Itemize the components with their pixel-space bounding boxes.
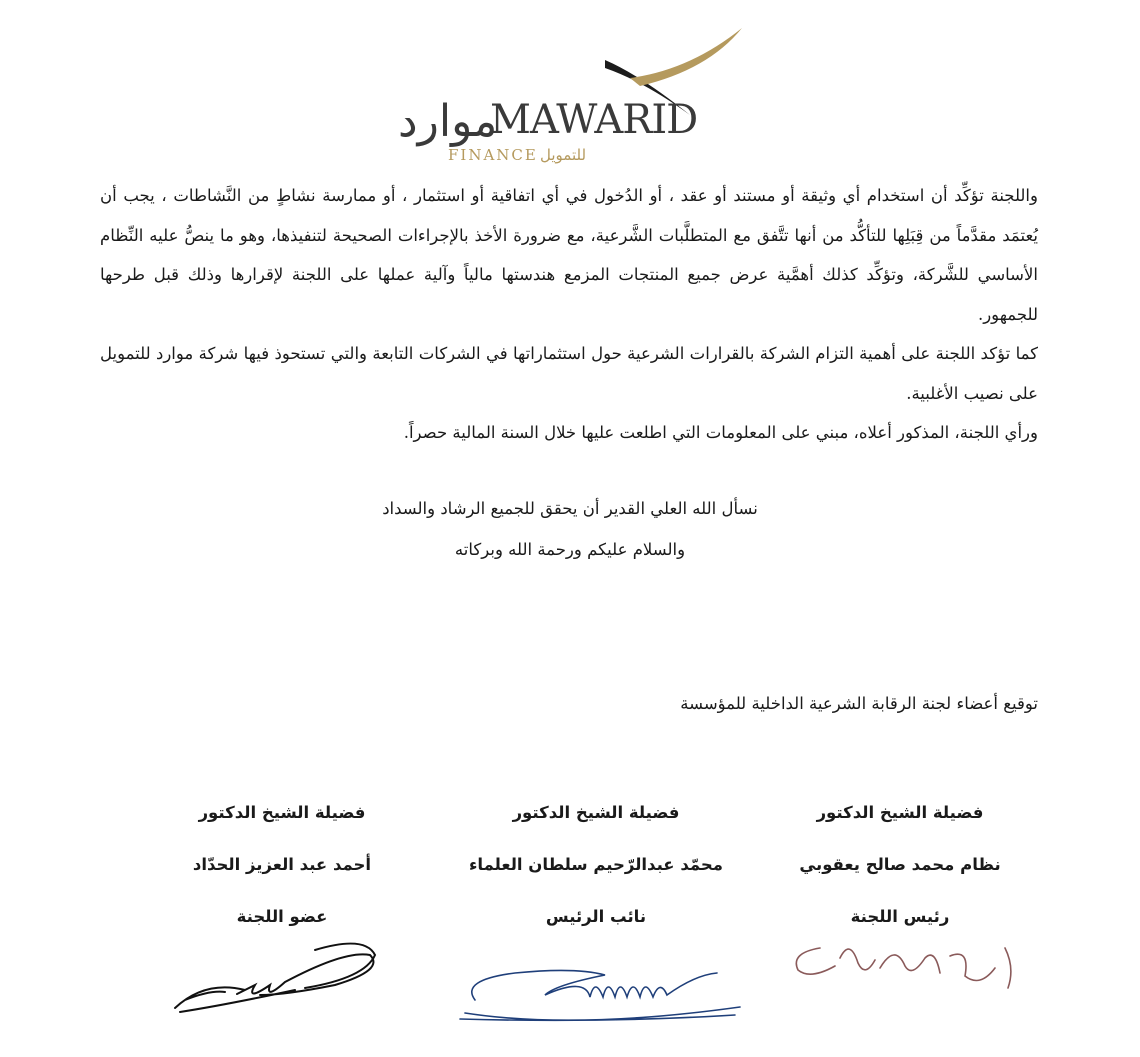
mawarid-logo-mark — [390, 20, 750, 170]
company-logo — [390, 20, 750, 170]
logo-arabic-text: موارد — [398, 96, 498, 147]
closing-prayer: نسأل الله العلي القدير أن يحقق للجميع الرشاد والسداد — [382, 499, 758, 518]
member-name: نظام محمد صالح يعقوبي — [799, 855, 1001, 874]
logo-swoosh-gold — [630, 28, 742, 86]
member-role: عضو اللجنة — [236, 907, 328, 926]
signature-chairman — [780, 928, 1030, 998]
member-honorific: فضيلة الشيخ الدكتور — [816, 803, 984, 822]
member-name: محمّد عبدالرّحيم سلطان العلماء — [468, 855, 724, 874]
closing-greeting: والسلام عليكم ورحمة الله وبركاته — [454, 540, 686, 559]
signature-vice-chairman — [455, 955, 755, 1030]
paragraph-confirmation: واللجنة تؤكِّد أن استخدام أي وثيقة أو مستند أو عقد ، أو الدُخول في أي اتفاقية أو استثمار ، أو ممارسة نشاطٍ من النَّشاطات ، يجب أن يُعتمَد مقدَّماً من قِبَلِها للتأكُّد من أنها تتَّفق مع المتطلَّبات الشَّرعية، مع ضرورة الأخذ بالإجراءات الصحيحة لتنفيذها، وهو ما ينصُّ عليه النِّظام الأساسي للشَّركة، وتؤكِّد كذلك أهمَّية عرض جميع المنتجات المزمع هندستها مالياً وآلية عملها على اللجنة لإقرارها وذلك قبل طرحها للجمهور. — [100, 186, 1038, 324]
member-role: نائب الرئيس — [545, 907, 647, 926]
signature-committee-member — [165, 930, 385, 1020]
signature-heading: توقيع أعضاء لجنة الرقابة الشرعية الداخلية للمؤسسة — [680, 694, 1038, 713]
committee-statement — [100, 176, 1038, 453]
member-role: رئيس اللجنة — [850, 907, 950, 926]
member-honorific: فضيلة الشيخ الدكتور — [512, 803, 680, 822]
member-vice-chairman — [466, 798, 726, 954]
member-name: أحمد عبد العزيز الحدّاد — [192, 855, 372, 874]
logo-arabic-sub: للتمويل — [540, 146, 587, 164]
paragraph-subsidiaries: كما تؤكد اللجنة على أهمية التزام الشركة بالقرارات الشرعية حول استثماراتها في الشركات التابعة والتي تستحوذ فيها شركة موارد للتمويل على نصيب الأغلبية. — [100, 344, 1038, 403]
closing-remarks — [300, 488, 840, 570]
member-honorific: فضيلة الشيخ الدكتور — [198, 803, 366, 822]
logo-finance-text: FINANCE — [448, 146, 538, 164]
paragraph-opinion: ورأي اللجنة، المذكور أعلاه، مبني على المعلومات التي اطلعت عليها خلال السنة المالية حصراً. — [403, 423, 1038, 442]
logo-latin-text: MAWARID — [490, 97, 698, 143]
